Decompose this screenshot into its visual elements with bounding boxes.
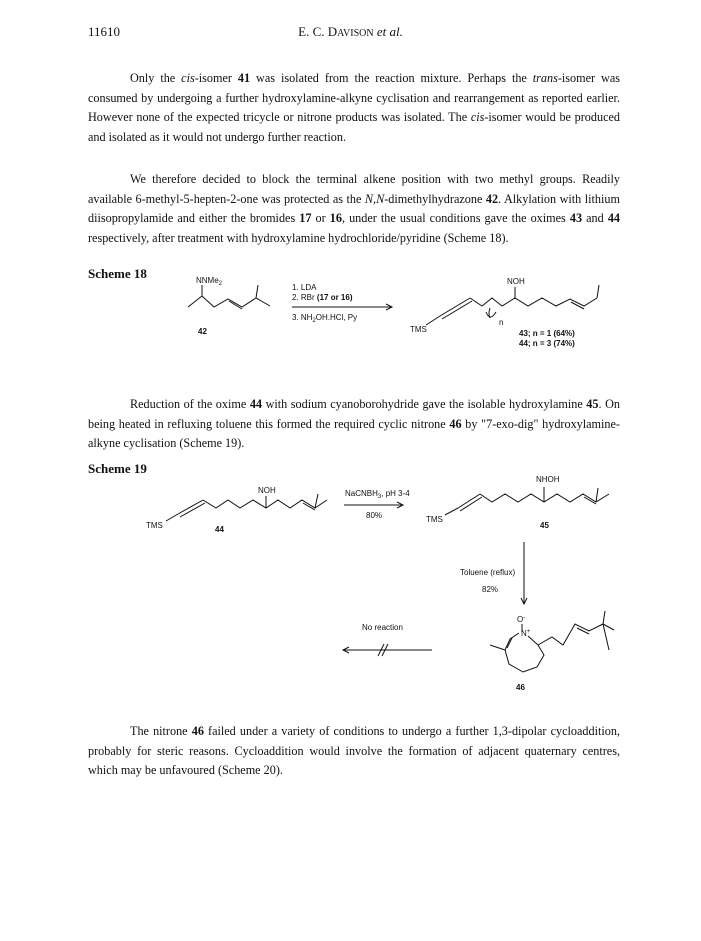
compound-44-structure — [146, 486, 327, 534]
tms-right-label: TMS — [426, 515, 443, 524]
text-run: with sodium cyanoborohydride gave the isolable hydroxylamine — [262, 397, 587, 411]
compound-ref: 16 — [329, 211, 342, 225]
scheme-18-label: Scheme 18 — [88, 266, 147, 281]
compound-42-structure — [188, 276, 270, 336]
text-run: -isomer — [194, 71, 238, 85]
compound-45-label: 45 — [540, 521, 549, 530]
step-2-text: 2. RBr (17 or 16) — [292, 293, 353, 302]
text-run: by "7-exo-dig" hydroxylamine-alkyne cyclisation (Scheme 19). — [88, 416, 620, 450]
compound-ref: 41 — [237, 71, 251, 85]
scheme-19-arrow-2 — [460, 542, 527, 604]
compound-44-label: 44 — [215, 525, 224, 534]
reagent-text: NaCNBH$_3$, pH 3-4 — [345, 489, 410, 500]
step-1-text: 1. LDA — [292, 283, 317, 292]
compound-ref: 44 — [249, 397, 263, 411]
italic-term: N,N — [364, 191, 385, 206]
text-run: We therefore decided to block the terminal alkene position with two methyl groups. Readily available 6-methyl-5-hepten-2-one was protected as the — [88, 172, 620, 206]
product-44-label: 44; n = 3 (74%) — [519, 339, 575, 348]
running-title-author-caps: AVISON — [337, 28, 374, 39]
yield-2-text: 82% — [482, 585, 499, 594]
yield-1-text: 80% — [366, 511, 383, 520]
text-run: The nitrone — [130, 724, 192, 738]
text-run: respectively, after treatment with hydroxylamine hydrochloride/pyridine (Scheme 18). — [88, 230, 509, 245]
compound-ref: 42 — [485, 191, 499, 206]
o-minus-label: O- — [517, 615, 526, 624]
tms-left-label: TMS — [146, 521, 163, 530]
n-label: n — [499, 318, 504, 327]
text-run: Reduction of the oxime — [130, 397, 250, 411]
n-plus-label: N+ — [521, 629, 531, 638]
italic-term: trans — [532, 71, 558, 85]
text-run: Only the — [130, 71, 182, 85]
scheme-18-arrow — [292, 283, 392, 324]
compound-ref: 46 — [449, 416, 462, 431]
page-number: 11610 — [88, 24, 121, 39]
text-run: or — [311, 211, 330, 225]
product-43-label: 43; n = 1 (64%) — [519, 329, 575, 338]
no-reaction-text: No reaction — [362, 623, 403, 632]
compound-ref: 46 — [191, 724, 204, 738]
compound-ref: 44 — [607, 211, 620, 225]
noh-19-label: NOH — [258, 486, 276, 495]
text-run: -isomer was consumed by undergoing a further hydroxylamine-alkyne cyclisation and rearrangement as reported earlier. However none of the expected tricycle or nitrone products was isolated. The — [88, 71, 620, 124]
no-reaction-arrow — [343, 623, 432, 656]
text-run: . Alkylation with lithium diisopropylamide and either the bromides — [88, 191, 620, 225]
oxime-43-44-structure — [410, 277, 599, 348]
compound-ref: 45 — [586, 397, 599, 411]
step-3-text: 3. $NH_2OH.HCl$, Py — [292, 313, 358, 324]
nnme2-label: NNMe$_2$ — [196, 276, 223, 287]
conditions-2-text: Toluene (reflux) — [460, 568, 516, 577]
scheme-19-arrow-1 — [344, 489, 410, 520]
running-title-etal: et al. — [376, 24, 403, 39]
italic-term: cis — [181, 71, 195, 85]
compound-ref: 43 — [569, 211, 583, 225]
noh-label: NOH — [507, 277, 525, 286]
compound-ref: 17 — [299, 211, 312, 225]
text-run: failed under a variety of conditions to undergo a further 1,3-dipolar cycloaddition, probably for steric reasons. Cycloaddition would involve the formation of adjacent quaternary centres, which may be unfavoured (Scheme 20). — [88, 724, 620, 777]
italic-term: cis — [470, 110, 485, 124]
text-run: , under the usual conditions gave the oximes — [341, 211, 570, 225]
text-run: and — [582, 211, 608, 225]
tms-label: TMS — [410, 325, 427, 334]
text-run: -isomer would be produced and isolated as it would not undergo further reaction. — [88, 110, 620, 144]
text-run: . On being heated in refluxing toluene this formed the required cyclic nitrone — [88, 397, 620, 431]
compound-42-label: 42 — [198, 327, 207, 336]
compound-46-structure — [490, 611, 614, 692]
compound-46-label: 46 — [516, 683, 525, 692]
running-title-author: E. C. D — [298, 24, 338, 39]
text-run: was isolated from the reaction mixture. Perhaps the — [250, 71, 533, 85]
scheme-19-label: Scheme 19 — [88, 461, 147, 476]
compound-45-structure — [426, 475, 609, 530]
nhoh-label: NHOH — [536, 475, 560, 484]
text-run: -dimethylhydrazone — [384, 191, 486, 206]
